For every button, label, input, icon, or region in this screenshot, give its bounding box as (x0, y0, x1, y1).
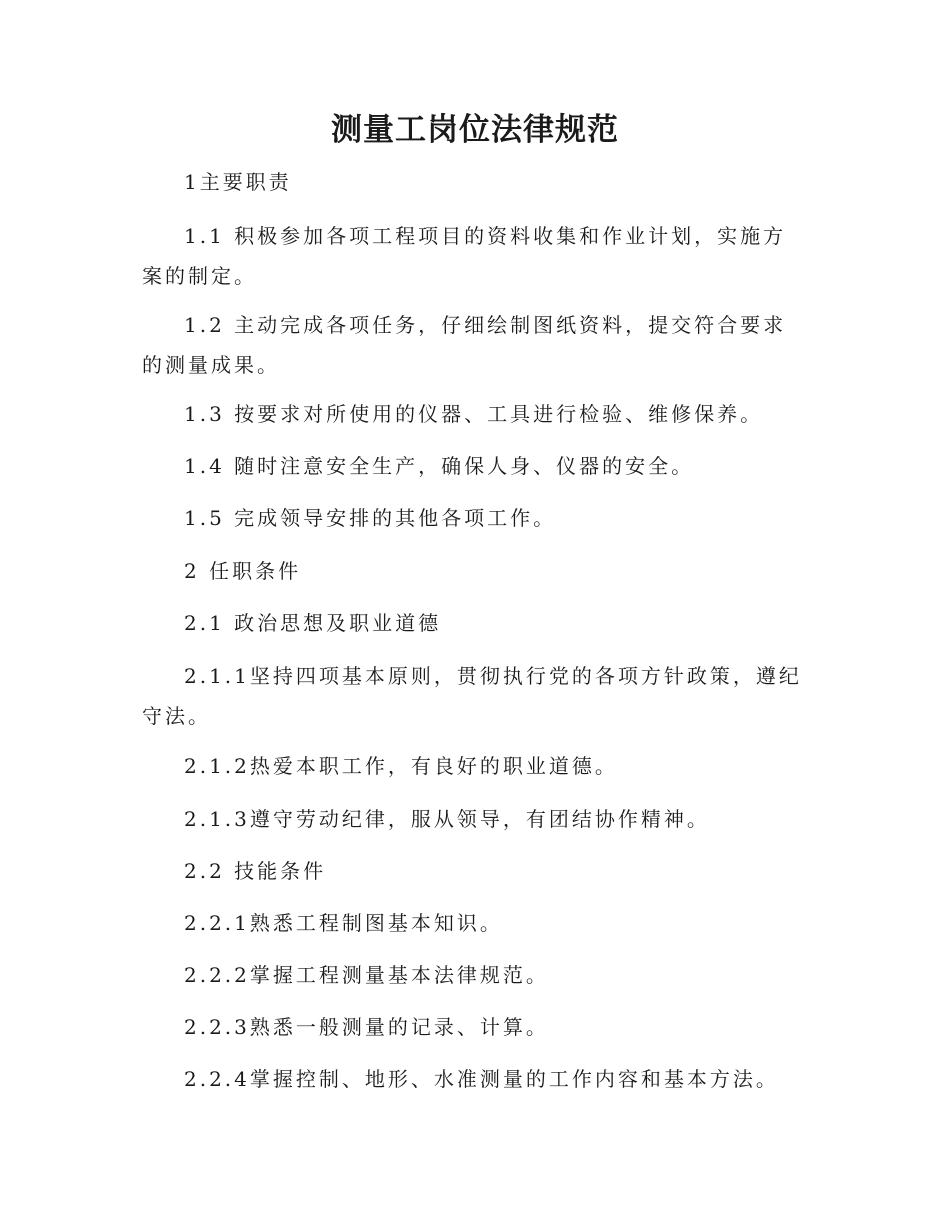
paragraph-2-1-3: 2.1.3遵守劳动纪律，服从领导，有团结协作精神。 (184, 807, 710, 831)
document-title: 测量工岗位法律规范 (331, 112, 619, 148)
paragraph-2-1-2: 2.1.2热爱本职工作，有良好的职业道德。 (184, 754, 618, 778)
paragraph-2-2-2: 2.2.2掌握工程测量基本法律规范。 (184, 963, 549, 987)
paragraph-2-2-1: 2.2.1熟悉工程制图基本知识。 (184, 911, 503, 935)
paragraph-2-2: 2.2 技能条件 (184, 859, 327, 883)
paragraph-1-1: 1.1 积极参加各项工程项目的资料收集和作业计划，实施方案的制定。 (142, 224, 787, 288)
paragraph-1-5: 1.5 完成领导安排的其他各项工作。 (184, 506, 557, 530)
paragraph-2-1: 2.1 政治思想及职业道德 (184, 611, 442, 635)
paragraph-1-2: 1.2 主动完成各项任务，仔细绘制图纸资料，提交符合要求的测量成果。 (142, 313, 787, 377)
paragraph-2-1-1: 2.1.1坚持四项基本原则，贯彻执行党的各项方针政策，遵纪守法。 (142, 664, 802, 728)
paragraph-2: 2 任职条件 (184, 559, 302, 583)
paragraph-1-3: 1.3 按要求对所使用的仪器、工具进行检验、维修保养。 (184, 402, 764, 426)
paragraph-1: 1主要职责 (184, 170, 292, 194)
paragraph-1-4: 1.4 随时注意安全生产，确保人身、仪器的安全。 (184, 454, 695, 478)
paragraph-2-2-3: 2.2.3熟悉一般测量的记录、计算。 (184, 1015, 549, 1039)
paragraph-2-2-4: 2.2.4掌握控制、地形、水准测量的工作内容和基本方法。 (184, 1067, 779, 1091)
